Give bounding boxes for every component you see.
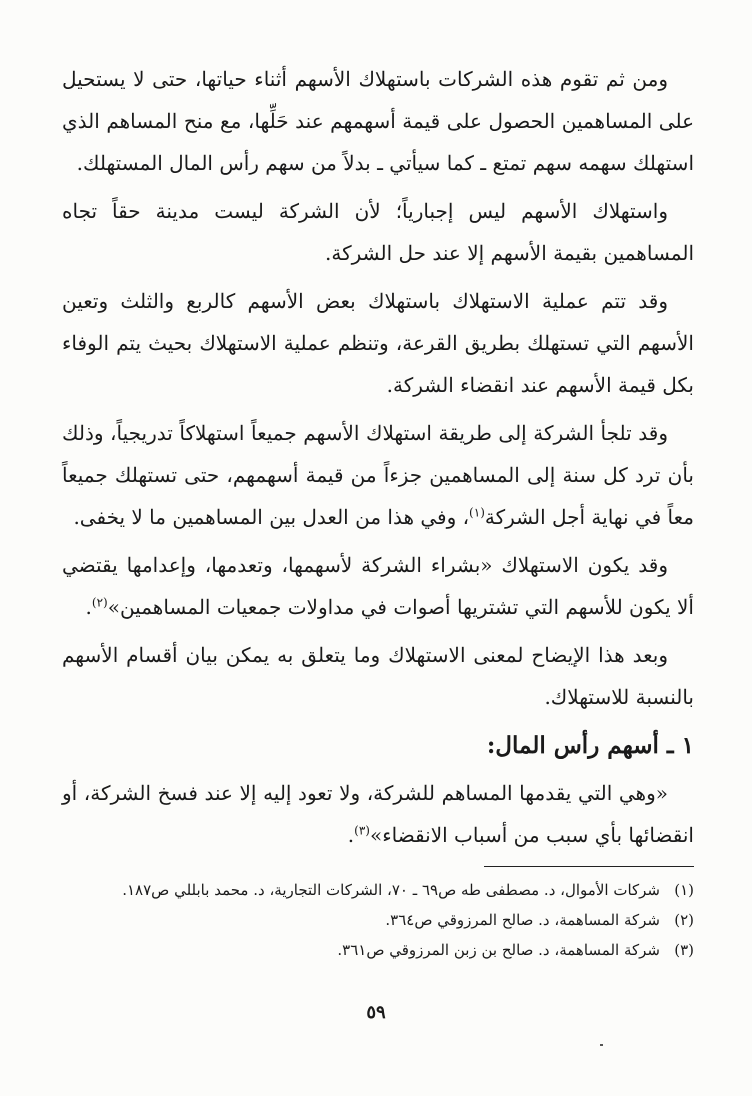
footnote-1 [62, 875, 694, 905]
paragraph-6: وبعد هذا الإيضاح لمعنى الاستهلاك وما يتعلق به يمكن بيان أقسام الأسهم بالنسبة للاستهلاك. [62, 643, 694, 709]
footnote-3 [62, 935, 694, 965]
footnote-text: شركة المساهمة، د. صالح بن زبن المرزوقي ص٣٦١. [337, 941, 660, 959]
paragraph-7 [62, 772, 694, 856]
page-content [62, 58, 694, 965]
paragraph-2: واستهلاك الأسهم ليس إجبارياً؛ لأن الشركة ليست مدينة حقاً تجاه المساهمين بقيمة الأسهم إلا عند حل الشركة. [62, 199, 694, 265]
paragraph-5 [62, 544, 694, 628]
footnote-ref-1: (١) [469, 505, 485, 520]
paragraph-7-text-b: . [347, 823, 355, 847]
footnote-separator [484, 866, 694, 867]
paragraph-4-text-b: ، وفي هذا من العدل بين المساهمين ما لا يخفى. [73, 505, 470, 529]
paragraph-7-text-a: «وهي التي يقدمها المساهم للشركة، ولا تعود إليه إلا عند فسخ الشركة، أو انقضائها بأي سبب من أسباب الانقضاء» [62, 781, 694, 847]
footnote-number: (١) [674, 881, 694, 899]
footnote-ref-3: (٣) [354, 823, 370, 838]
footnote-number: (٣) [674, 941, 694, 959]
footnote-text: شركة المساهمة، د. صالح المرزوقي ص٣٦٤. [385, 911, 660, 929]
footnote-number: (٢) [674, 911, 694, 929]
footnote-text: شركات الأموال، د. مصطفى طه ص٦٩ ـ ٧٠، الشركات التجارية، د. محمد بابللي ص١٨٧. [122, 881, 660, 899]
paragraph-4 [62, 412, 694, 538]
scan-speck [600, 1044, 603, 1046]
section-heading: ١ ـ أسهم رأس المال: [486, 732, 694, 759]
paragraph-1: ومن ثم تقوم هذه الشركات باستهلاك الأسهم أثناء حياتها، حتى لا يستحيل على المساهمين الحصول على قيمة أسهمهم عند حَلِّها، مع منح المساهم الذي استهلك سهمه سهم تمتع ـ كما سيأتي ـ بدلاً من سهم رأس المال المستهلك. [62, 67, 694, 175]
footnotes [62, 875, 694, 965]
footnote-ref-2: (٢) [91, 595, 108, 610]
page-number: ٥٩ [366, 1002, 386, 1023]
paragraph-5-text-b: . [85, 595, 92, 619]
paragraph-3: وقد تتم عملية الاستهلاك باستهلاك بعض الأسهم كالربع والثلث وتعين الأسهم التي تستهلك بطريق القرعة، وتنظم عملية الاستهلاك بحيث يتم الوفاء بكل قيمة الأسهم عند انقضاء الشركة. [62, 289, 694, 397]
footnote-2 [62, 905, 694, 935]
paragraph-4-text-a: وقد تلجأ الشركة إلى طريقة استهلاك الأسهم جميعاً استهلاكاً تدريجياً، وذلك بأن ترد كل سنة إلى المساهمين جزءاً من قيمة أسهمهم، حتى تستهلك جميعاً معاً في نهاية أجل الشركة [62, 421, 694, 529]
paragraph-5-text-a: وقد يكون الاستهلاك «بشراء الشركة لأسهمها، وتعدمها، وإعدامها يقتضي ألا يكون للأسهم التي تشتريها أصوات في مداولات جمعيات المساهمين» [62, 553, 694, 619]
